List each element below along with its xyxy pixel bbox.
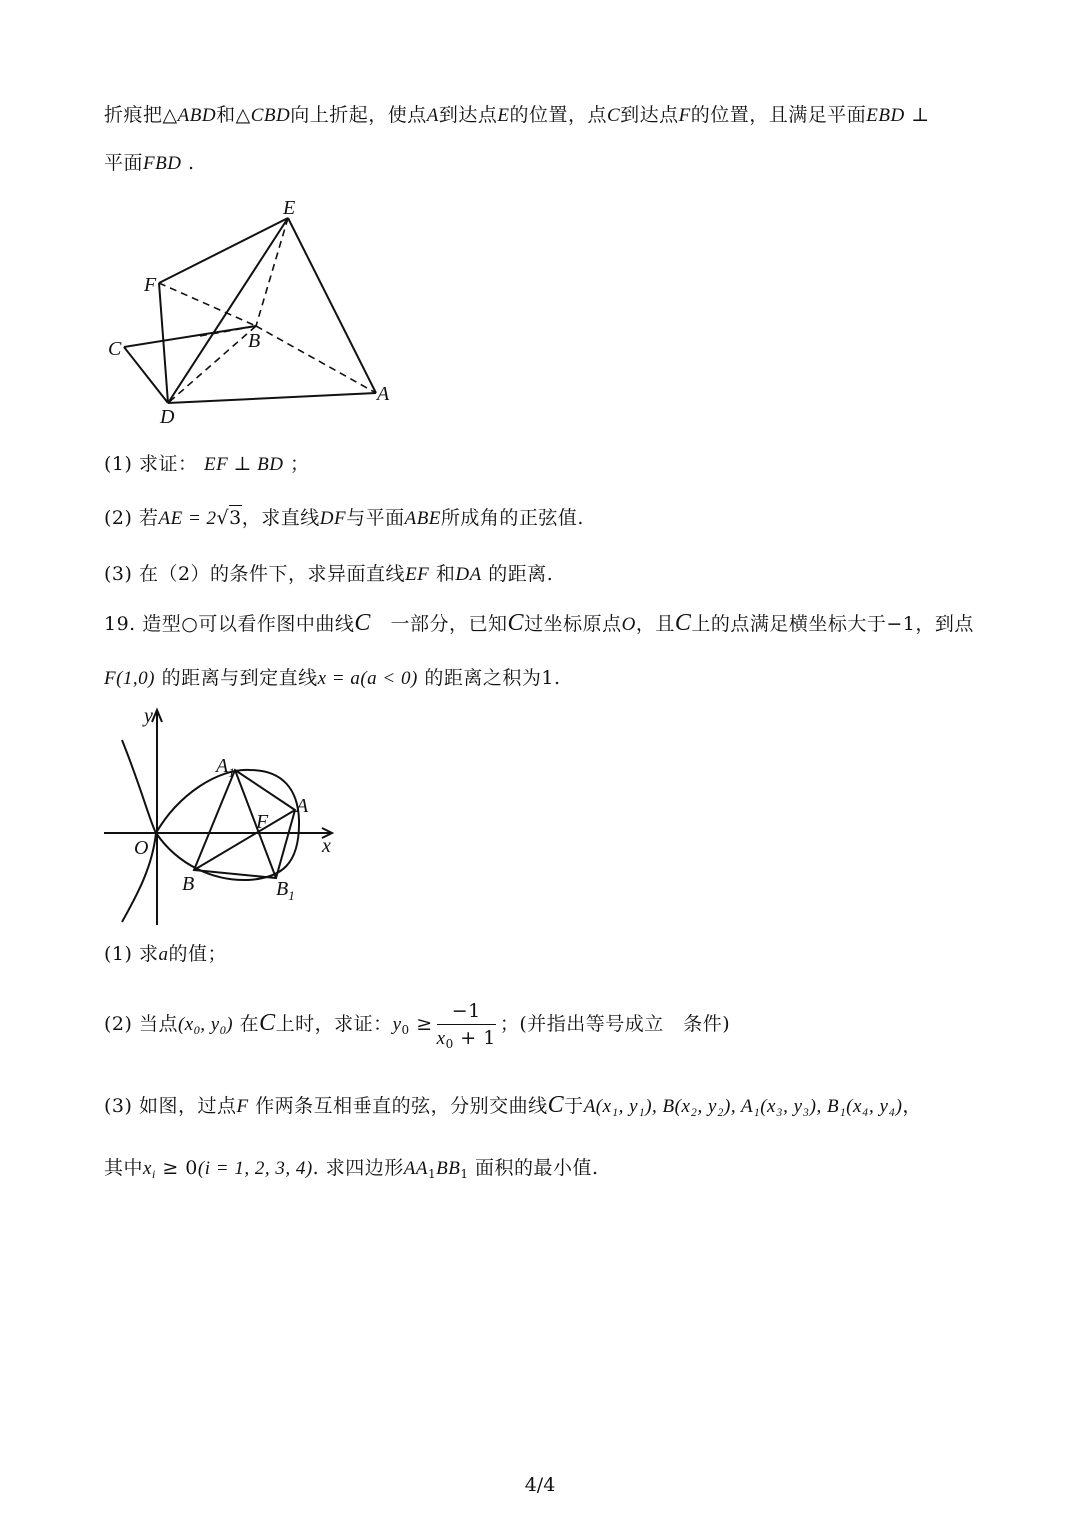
- curve-left-branch: [122, 740, 156, 922]
- label-x: x: [322, 835, 331, 857]
- q18-part1: (1) 求证： EF ⊥ BD ；: [104, 453, 310, 475]
- label-A: A: [296, 795, 309, 817]
- label-y: y: [144, 705, 153, 727]
- label-A: A: [377, 383, 390, 405]
- edge-FD: [159, 283, 168, 403]
- edge-FE: [159, 218, 288, 283]
- label-E: E: [283, 197, 296, 219]
- q19-part3-line2: 其中$x_i \ge 0(i = 1$, 2, 3, 4). 求四边形$AA_1BB_1$ 面积的最小值.: [104, 1157, 599, 1181]
- edge-DA: [168, 393, 376, 403]
- q19-intro-line1: 19. 造型○可以看作图中曲线C 一部分，已知C过坐标原点O，且C上的点满足横坐标大于−1，到点: [104, 610, 974, 636]
- q19-curve-figure: [98, 700, 348, 930]
- label-C: C: [108, 338, 122, 360]
- q19-intro-line2: F(1,0) 的距离与到定直线x = a(a < 0) 的距离之积为1.: [104, 667, 561, 689]
- label-F: F: [256, 811, 269, 833]
- q19-part2: (2) 当点($x_0$, $y_0$) 在C上时，求证：$y_0$ ≥ $\frac{-1}{x_0 + 1}$ ；(并指出等号成立 条件): [104, 1000, 731, 1051]
- edge-CD: [124, 347, 168, 403]
- label-B1: $B_1$: [276, 878, 295, 903]
- q18-tetrahedron-figure: [100, 195, 410, 435]
- q19-part1: (1) 求a的值；: [104, 943, 227, 965]
- label-B: B: [182, 873, 195, 895]
- q18-part3: (3) 在（2）的条件下，求异面直线EF 和DA 的距离.: [104, 563, 554, 585]
- label-O: O: [134, 837, 149, 859]
- edge-EA: [288, 218, 376, 393]
- q18-intro-line1: 折痕把△ABD和△CBD向上折起，使点A到达点E的位置，点C到达点F的位置，且满足平面EBD ⊥: [104, 104, 930, 126]
- q18-intro-line2: 平面FBD .: [104, 152, 195, 174]
- edge-EB-dashed: [256, 218, 288, 326]
- label-B: B: [248, 330, 261, 352]
- q19-part3-line1: (3) 如图，过点F 作两条互相垂直的弦，分别交曲线C于A(x₁, y₁), B(x₂, y₂), A₁(x₃, y₃), B₁(x₄, y₄)，: [104, 1092, 922, 1118]
- edge-BA-dashed: [256, 326, 376, 393]
- fraction: $\frac{-1}{x_0 + 1}$: [436, 1000, 496, 1051]
- label-A1: $A_1$: [216, 755, 235, 780]
- q18-part2: (2) 若AE = 2√3，求直线DF与平面ABE所成角的正弦值.: [104, 507, 584, 529]
- label-F: F: [144, 274, 157, 296]
- page-number: 4/4: [524, 1474, 556, 1496]
- label-D: D: [160, 406, 175, 428]
- edge-DE: [168, 218, 288, 403]
